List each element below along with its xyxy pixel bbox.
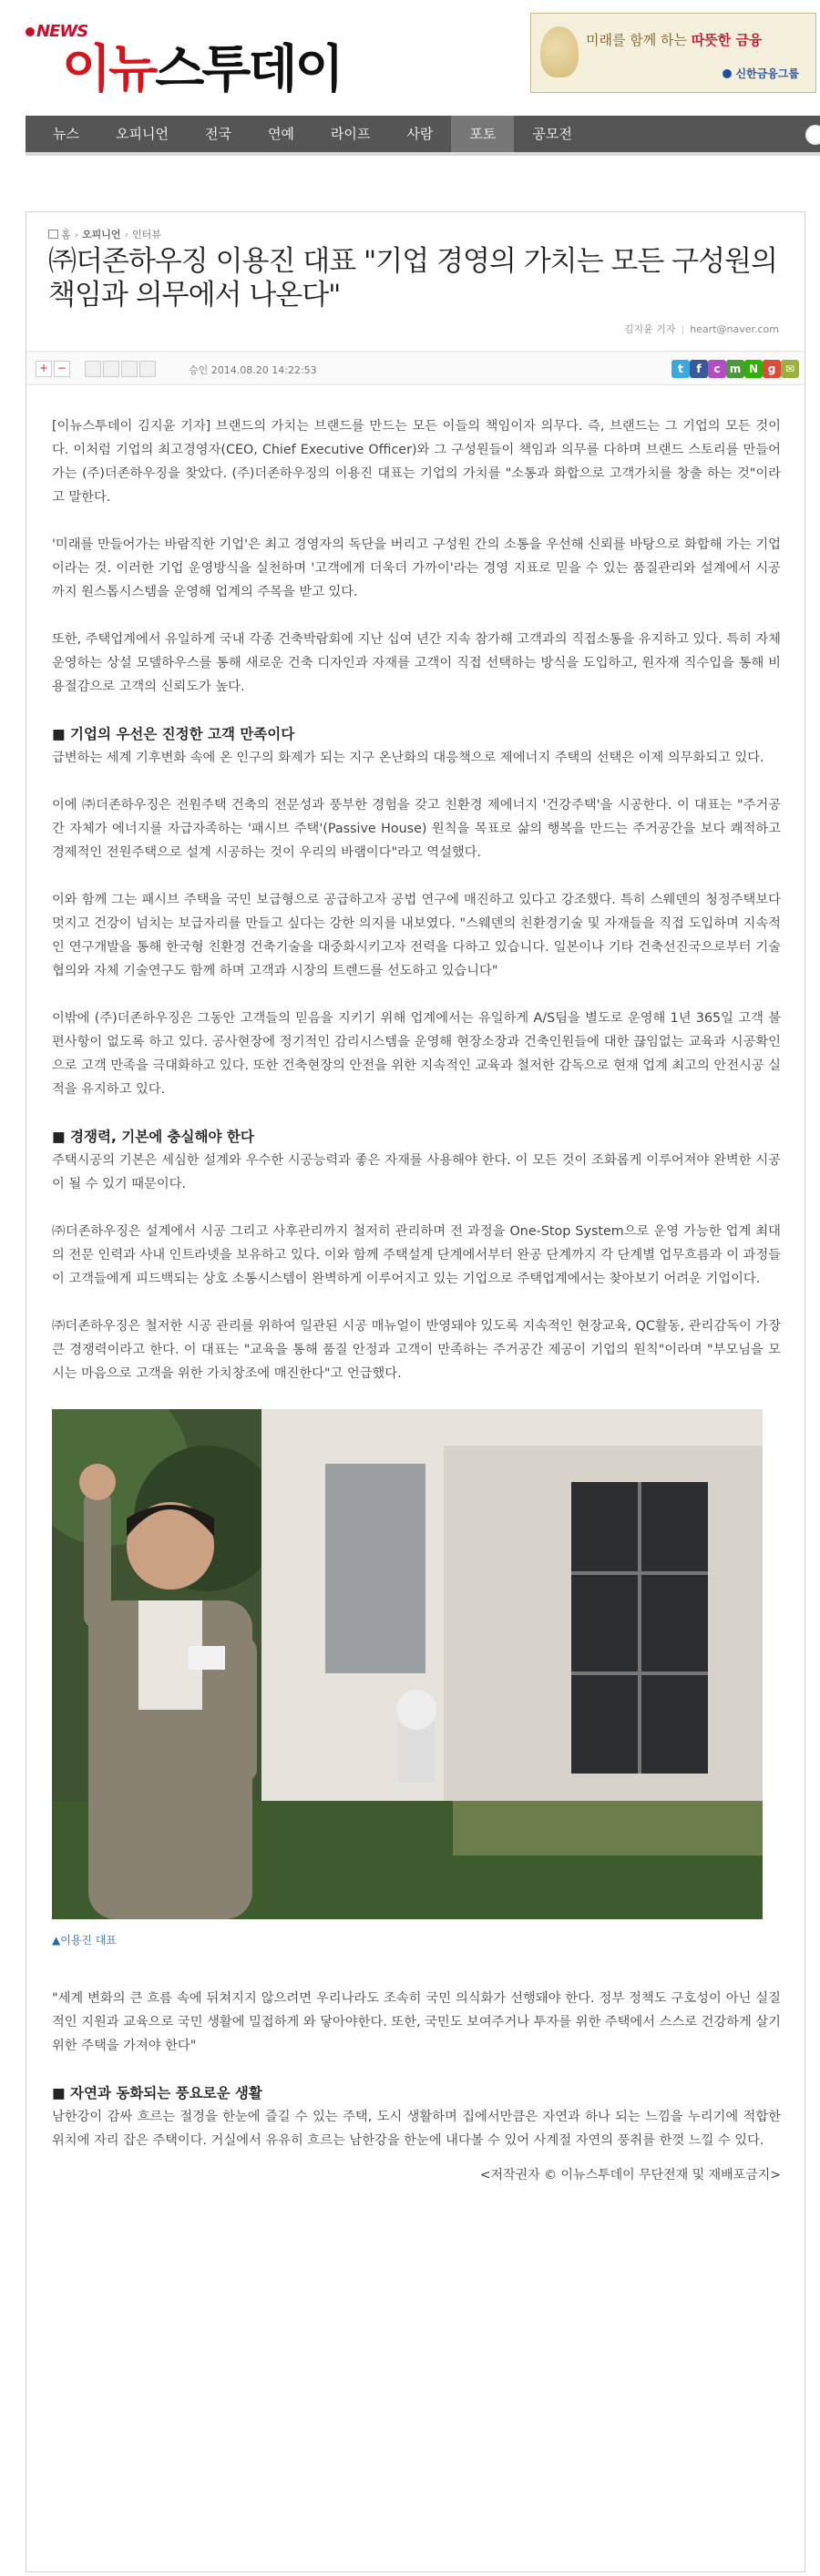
nav-item-life[interactable]: 라이프 bbox=[330, 126, 371, 142]
article-headline: ㈜더존하우징 이용진 대표 "기업 경영의 가치는 모든 구성원의 책임과 의무에서 나온다" bbox=[48, 245, 777, 312]
reporter-name: 김지윤 기자 bbox=[623, 323, 676, 335]
nav-item-people[interactable]: 사람 bbox=[406, 126, 434, 142]
paragraph: 이에 ㈜더존하우징은 전원주택 건축의 전문성과 풍부한 경험을 갖고 친환경 제에너지 '건강주택'을 시공한다. 이 대표는 "주거공간 자체가 에너지를 자급자족하는 '패시브 주택'(Passive House) 원칙을 목표로 삶의 행복을 만드는 주거공간을 보다 쾌적하고 경제적인 전원주택으로 설계 시공하는 것이 우리의 바램이다"라고 역설했다. bbox=[52, 798, 781, 860]
font-decrease-button[interactable]: − bbox=[54, 361, 70, 377]
ad-slogan: 미래를 함께 하는 따뜻한 금융 bbox=[586, 32, 763, 48]
nav-item-entertainment[interactable]: 연예 bbox=[267, 126, 294, 142]
font-increase-button[interactable]: + bbox=[36, 361, 52, 377]
nav-item-photo[interactable]: 포토 bbox=[451, 116, 514, 152]
article-photo[interactable] bbox=[52, 1409, 763, 1919]
nav-item-opinion[interactable]: 오피니언 bbox=[115, 126, 169, 142]
paragraph: 급변하는 세계 기후변화 속에 온 인구의 화제가 되는 지구 온난화의 대응책으로 제에너지 주택의 선택은 이제 의무화되고 있다. bbox=[52, 751, 764, 765]
paragraph: 남한강이 감싸 흐르는 절경을 한눈에 즐길 수 있는 주택, 도시 생활하며 집에서만큼은 자연과 하나 되는 느낌을 누리기에 적합한 위치에 자리 잡은 주택이다. 거실에서 유유히 흐르는 남한강을 한눈에 내다볼 수 있어 사계절 자연의 풍취를 한껏 느낄 수 있다. bbox=[52, 2110, 781, 2148]
kakao-share-icon[interactable]: ✉ bbox=[781, 360, 799, 378]
photo-caption: ▲이용진 대표 bbox=[52, 1934, 118, 1947]
breadcrumb: 홈 › 오피니언 › 인터뷰 bbox=[48, 227, 161, 241]
paragraph: [이뉴스투데이 김지윤 기자] 브랜드의 가치는 브랜드를 만드는 모든 이들의 책임이자 의무다. 즉, 브랜드는 그 기업의 모든 것이다. 이처럼 기업의 최고경영자(CEO, Chief Executive Officer)와 그 구성원들이 책임과 의무를 다하며 브랜드 스토리를 만들어 가는 (주)더존하우징을 찾았다. (주)더존하우징의 이용진 대표는 기업의 가치를 "소통과 화합으로 고객가치를 창출 하는 것"이라고 말한다. bbox=[52, 419, 781, 505]
print-icon[interactable] bbox=[85, 361, 101, 377]
byline: 김지윤 기자 | heart@naver.com bbox=[623, 323, 779, 335]
reporter-email[interactable]: heart@naver.com bbox=[690, 323, 779, 335]
ad-leaf-graphic bbox=[540, 26, 579, 77]
article-container bbox=[26, 211, 805, 2572]
paragraph: '미래를 만들어가는 바람직한 기업'은 최고 경영자의 독단을 버리고 구성원 간의 소통을 우선해 신뢰를 바탕으로 화합해 가는 기업이라는 것. 이러한 기업 운영방식을 실천하며 '고객에게 더욱더 가까이'라는 경영 지표로 믿을 수 있는 품질관리와 설계에서 시공까지 원스톱시스템을 운영해 업계의 주목을 받고 있다. bbox=[52, 537, 781, 599]
paragraph: 이와 함께 그는 패시브 주택을 국민 보급형으로 공급하고자 공법 연구에 매진하고 있다고 강조했다. 특히 스웨덴의 청정주택보다 멋지고 건강이 넘치는 보급자리를 만들고 싶다는 강한 의지를 내보였다. "스웨덴의 친환경기술 및 자재들을 직접 도입하며 지속적인 연구개발을 통해 한국형 친환경 건축기술을 대중화시키고자 전력을 다하고 있습니다. 일본이나 기타 건축선진국으로부터 기술협의와 자체 기술연구도 함께 하며 고객과 시장의 트렌드를 선도하고 있습니다" bbox=[52, 893, 781, 978]
paragraph: 또한, 주택업계에서 유일하게 국내 각종 건축박람회에 지난 십여 년간 지속 참가해 고객과의 직접소통을 유지하고 있다. 특히 자체 운영하는 상설 모델하우스를 통해 새로운 건축 디자인과 자재를 고객이 직접 선택하는 방식을 도입하고, 원자재 직수입을 통해 비용절감으로 고객의 신뢰도가 높다. bbox=[52, 632, 781, 694]
paragraph: ㈜더존하우징은 철저한 시공 관리를 위하여 일관된 시공 매뉴얼이 반영돼야 있도록 지속적인 현장교육, QC활동, 관리감독이 가장 큰 경쟁력이라고 한다. 이 대표는 "교육을 통해 품질 안정과 고객이 만족하는 주거공간 제공이 기업의 원칙"이라며 "부모님을 모시는 마음으로 고객을 위한 가치창조에 매진한다"고 언급했다. bbox=[52, 1319, 781, 1381]
section-heading: ■ 자연과 동화되는 풍요로운 생활 bbox=[52, 2085, 262, 2101]
list-icon[interactable] bbox=[139, 361, 156, 377]
quote-paragraph: "세계 변화의 큰 흐름 속에 뒤쳐지지 않으려면 우리나라도 조속히 국민 의식화가 선행돼야 한다. 정부 정책도 구호성이 아닌 실질적인 지원과 교육으로 국민 생활에 밀접하게 와 닿아야한다. 또한, 국민도 보여주거나 투자를 위한 주택에서 스스로 건강하게 살기 위한 주택을 가져야 한다" bbox=[52, 1991, 781, 2053]
site-header bbox=[0, 0, 820, 100]
paragraph: 주택시공의 기본은 세심한 설계와 우수한 시공능력과 좋은 자재를 사용해야 한다. 이 모든 것이 조화롭게 이루어져야 완벽한 시공이 될 수 있기 때문이다. bbox=[52, 1153, 781, 1191]
breadcrumb-home[interactable]: 홈 bbox=[61, 229, 71, 240]
bank-logo-icon bbox=[723, 69, 732, 78]
portrait-image bbox=[52, 1409, 763, 1919]
breadcrumb-section[interactable]: 오피니언 bbox=[82, 229, 121, 240]
logo-text: 이뉴스투데이 bbox=[62, 40, 342, 99]
publish-date: 승인 2014.08.20 14:22:53 bbox=[189, 364, 317, 376]
me2day-share-icon[interactable]: m bbox=[726, 360, 744, 378]
paragraph: ㈜더존하우징은 설계에서 시공 그리고 사후관리까지 철저히 관리하며 전 과정을 One-Stop System으로 운영 가능한 업계 최대의 전문 인력과 사내 인트라넷을 보유하고 있다. 이와 함께 주택설계 단계에서부터 완공 단계까지 각 단계별 업무흐름과 이 과정들이 고객들에게 피드백되는 상호 소통시스템이 완벽하게 이루어지고 있는 기업으로 주택업계에서는 찾아보기 어려운 기업이다. bbox=[52, 1224, 781, 1286]
nav-item-news[interactable]: 뉴스 bbox=[53, 126, 79, 142]
ad-bank-name: 신한금융그룹 bbox=[723, 66, 799, 81]
email-icon[interactable] bbox=[103, 361, 119, 377]
section-heading: ■ 경쟁력, 기본에 충실해야 한다 bbox=[52, 1129, 254, 1145]
google-share-icon[interactable]: g bbox=[763, 360, 781, 378]
article-body bbox=[52, 414, 781, 2187]
article-toolbar bbox=[26, 351, 805, 385]
main-nav bbox=[26, 116, 820, 156]
naver-share-icon[interactable]: N bbox=[744, 360, 763, 378]
cyworld-share-icon[interactable]: c bbox=[708, 360, 726, 378]
facebook-share-icon[interactable]: f bbox=[690, 360, 708, 378]
paragraph: 이밖에 (주)더존하우징은 그동안 고객들의 믿음을 지키기 위해 업계에서는 유일하게 A/S팀을 별도로 운영해 1년 365일 고객 불편사항이 없도록 하고 있다. 공사현장에 정기적인 감리시스템을 운영해 현장소장과 건축인원들에 대한 끊임없는 교육과 시공확인으로 고객 만족을 극대화하고 있다. 또한 건축현장의 안전을 위한 지속적인 교육과 철저한 감독으로 현재 업계 최고의 안전시공 실적을 유지하고 있다. bbox=[52, 1011, 781, 1097]
nav-item-contest[interactable]: 공모전 bbox=[532, 126, 572, 142]
news-mark: NEWS bbox=[26, 22, 87, 41]
copyright-notice: <저작권자 © 이뉴스투데이 무단전재 및 재배포금지> bbox=[479, 2168, 781, 2182]
search-icon[interactable] bbox=[805, 125, 820, 145]
nav-item-national[interactable]: 전국 bbox=[204, 126, 231, 142]
scrap-icon[interactable] bbox=[121, 361, 138, 377]
breadcrumb-subsection[interactable]: 인터뷰 bbox=[131, 229, 161, 240]
site-logo[interactable] bbox=[26, 16, 354, 99]
section-heading: ■ 기업의 우선은 진정한 고객 만족이다 bbox=[52, 726, 295, 742]
banner-ad[interactable] bbox=[530, 13, 816, 93]
home-icon[interactable] bbox=[48, 230, 58, 239]
twitter-share-icon[interactable]: t bbox=[671, 360, 690, 378]
